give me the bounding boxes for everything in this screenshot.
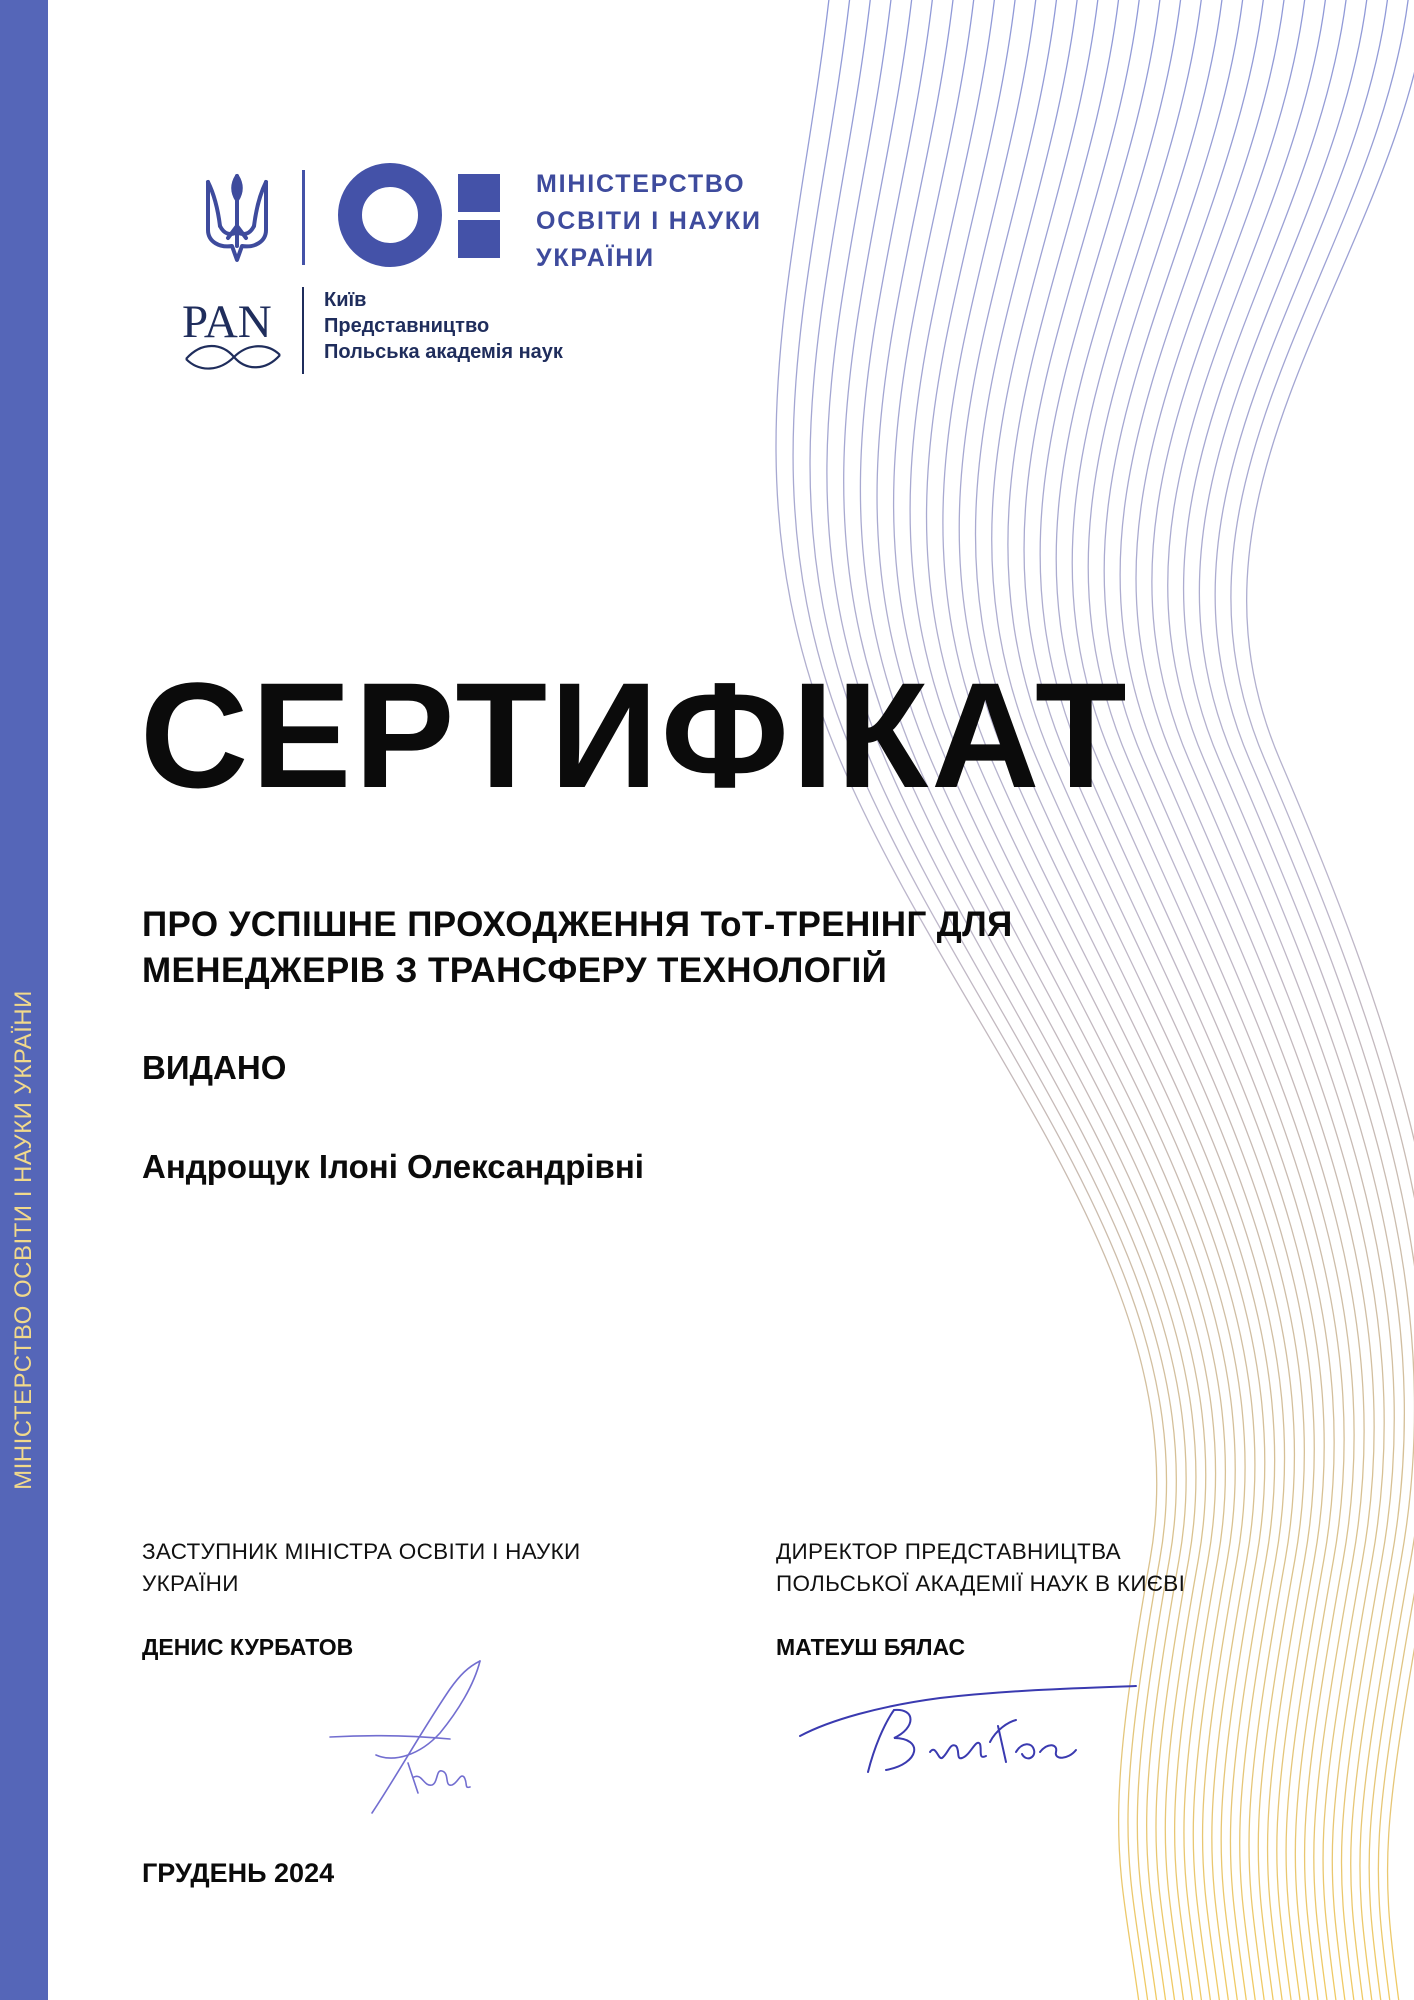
pan-logo-icon <box>180 285 290 380</box>
signatory-left <box>142 1536 702 1660</box>
certificate-title: СЕРТИФІКАТ <box>140 651 1130 819</box>
issued-label: ВИДАНО <box>142 1049 287 1086</box>
moe-divider <box>302 170 305 265</box>
ministry-logo-icon <box>338 160 508 270</box>
recipient-name: Андрощук Ілоні Олександрівні <box>142 1148 644 1185</box>
signatory-name: МАТЕУШ БЯЛАС <box>776 1634 966 1660</box>
certificate-subtitle <box>142 902 1013 994</box>
ministry-name-line: МІНІСТЕРСТВО <box>536 170 746 198</box>
signature-right-icon <box>790 1680 1150 1790</box>
signatory-title <box>142 1536 702 1600</box>
signatory-title-line: ПОЛЬСЬКОЇ АКАДЕМІЇ НАУК В КИЄВІ <box>776 1571 1186 1596</box>
signatory-right <box>776 1536 1336 1660</box>
wave-line <box>1136 0 1374 2000</box>
signatory-name: ДЕНИС КУРБАТОВ <box>142 1634 354 1660</box>
pan-name-line: Представництво <box>324 315 490 337</box>
side-vertical-label: МІНІСТЕРСТВО ОСВІТИ І НАУКИ УКРАЇНИ <box>10 990 37 1490</box>
signatory-title <box>776 1536 1336 1600</box>
signatory-title-line: ДИРЕКТОР ПРЕДСТАВНИЦТВА <box>776 1539 1121 1564</box>
signature-left-icon <box>318 1645 558 1825</box>
pan-name-line: Польська академія наук <box>324 341 563 363</box>
signatory-title-line: ЗАСТУПНИК МІНІСТРА ОСВІТИ І НАУКИ <box>142 1539 581 1564</box>
ministry-name-line: ОСВІТИ І НАУКИ <box>536 207 762 235</box>
pan-divider <box>302 287 304 374</box>
ukraine-trident-icon <box>202 170 272 270</box>
header-logos <box>180 160 840 380</box>
pan-logo-text: PAN <box>182 296 272 348</box>
signatory-title-line: УКРАЇНИ <box>142 1571 239 1596</box>
ministry-name-line: УКРАЇНИ <box>536 244 655 272</box>
wave-line <box>1199 0 1414 2000</box>
pan-name-line: Київ <box>324 289 367 311</box>
pan-name <box>324 287 563 365</box>
subtitle-line: МЕНЕДЖЕРІВ З ТРАНСФЕРУ ТЕХНОЛОГІЙ <box>142 951 888 990</box>
wave-line <box>1215 0 1414 2000</box>
subtitle-line: ПРО УСПІШНЕ ПРОХОДЖЕННЯ ТоТ-ТРЕНІНГ ДЛЯ <box>142 905 1013 944</box>
wave-line <box>1152 0 1384 2000</box>
ministry-name <box>536 166 762 277</box>
issue-date: ГРУДЕНЬ 2024 <box>142 1858 335 1888</box>
